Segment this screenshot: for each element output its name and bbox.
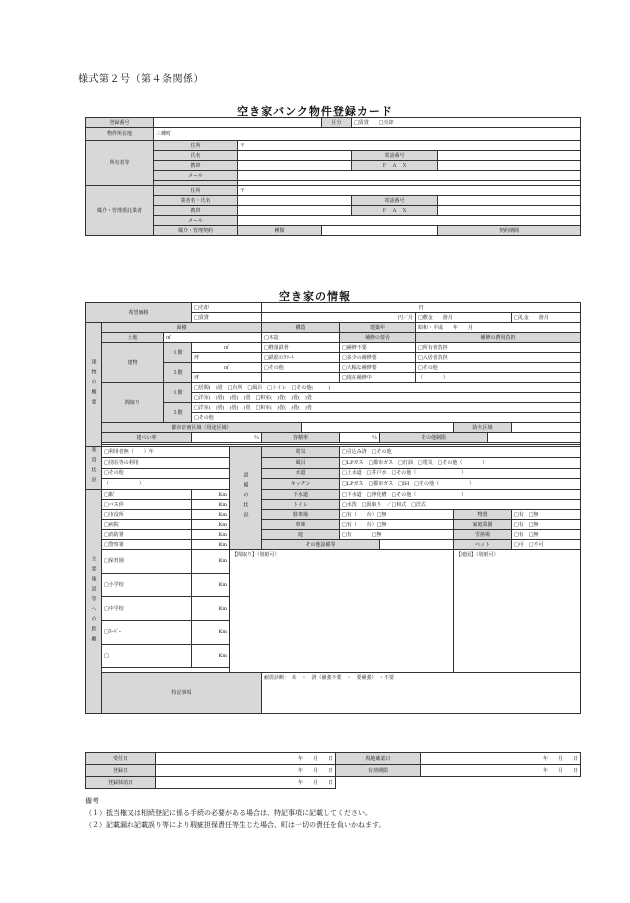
deposit-field[interactable]: □敷金 箇月 bbox=[416, 313, 512, 323]
contract-label: 媒介・管理契約 bbox=[154, 226, 238, 236]
layout-floor1-row2[interactable]: □洋室( )畳( )畳( )畳 □和室( )畳( )畳( )畳 bbox=[192, 393, 581, 403]
repair-none-checkbox[interactable]: □補修不要 bbox=[340, 343, 416, 353]
owner-mobile-field[interactable] bbox=[238, 161, 352, 171]
deleted-date-field[interactable]: 年 月 日 bbox=[156, 777, 336, 789]
wood-checkbox[interactable]: □木造 bbox=[262, 333, 340, 343]
layout-floor2-row2[interactable]: □その他 bbox=[192, 413, 581, 423]
house-info-title: 空き家の情報 bbox=[279, 290, 351, 303]
agent-addr-field[interactable]: 〒 bbox=[238, 186, 581, 196]
sewer-field[interactable]: □下水道 □浄化槽 □その他（ ） bbox=[340, 490, 581, 500]
agent-tel-label: 電話番号 bbox=[352, 196, 438, 206]
structure-label: 構造 bbox=[262, 323, 340, 333]
deleted-date-label: 登録抹消日 bbox=[86, 777, 156, 789]
dist-hospital[interactable]: □病院 bbox=[102, 520, 192, 530]
other-limit-field[interactable] bbox=[488, 433, 581, 443]
dist-station[interactable]: □駅 bbox=[102, 490, 192, 500]
structure-other-checkbox[interactable]: □その他 bbox=[262, 363, 340, 373]
chintai-checkbox[interactable]: □賃貸 bbox=[354, 119, 369, 126]
cost-other-checkbox[interactable]: □その他 bbox=[416, 363, 581, 373]
kitchen-label: キッチン bbox=[262, 479, 340, 490]
valid-until-label: 有効期限 bbox=[336, 765, 421, 777]
layout-floor2-label: ２階 bbox=[164, 403, 192, 423]
pet-field[interactable]: □可 □不可 bbox=[512, 540, 581, 550]
km-unit: Km bbox=[192, 620, 230, 644]
form-number: 様式第２号（第４条関係） bbox=[78, 74, 204, 85]
kitchen-field[interactable]: □LPガス □都市ガス □IH □その他（ ） bbox=[340, 479, 581, 490]
usage-villa-checkbox[interactable]: □別荘等の利用 bbox=[102, 457, 230, 468]
agent-label: 媒介・管理委託業者 bbox=[86, 186, 154, 236]
price-label: 希望価格 bbox=[86, 303, 192, 323]
dist-bus[interactable]: □バス停 bbox=[102, 500, 192, 510]
registered-date-field[interactable]: 年 月 日 bbox=[156, 765, 336, 777]
contract-period-label: 契約期間 bbox=[438, 226, 581, 236]
yard-field[interactable]: □有 □無 bbox=[340, 530, 454, 540]
dist-other[interactable]: □ bbox=[102, 644, 192, 668]
floor1-sqm[interactable]: ㎡ bbox=[192, 343, 262, 353]
agent-mobile-label: 携帯 bbox=[154, 206, 238, 216]
dist-junior-high[interactable]: □中学校 bbox=[102, 597, 192, 621]
site-check-label: 現地確認日 bbox=[336, 753, 421, 765]
repair-ongoing-checkbox[interactable]: □現在補修中 bbox=[340, 373, 416, 383]
usage-label: 利用状況 bbox=[90, 447, 97, 487]
location-field[interactable]: 三種町 bbox=[154, 128, 581, 141]
cost-tenant-checkbox[interactable]: □入居者負担 bbox=[416, 353, 581, 363]
km-unit: Km bbox=[192, 490, 230, 500]
other-equip-field[interactable] bbox=[380, 540, 454, 550]
garage-field[interactable]: □有（ 台）□無 bbox=[340, 520, 454, 530]
owner-name-field[interactable] bbox=[238, 151, 352, 161]
usage-vacant-checkbox[interactable]: □利用者無（ ）年 bbox=[102, 447, 230, 458]
elec-field[interactable]: □引込み済 □その他 bbox=[340, 447, 581, 458]
far-field[interactable]: ％ bbox=[340, 433, 380, 443]
owner-mail-label: メール bbox=[154, 171, 238, 181]
price-rent-checkbox[interactable]: □賃貸 bbox=[192, 313, 262, 323]
floor2-sqm[interactable]: ㎡ bbox=[192, 363, 262, 373]
equipment-label: 設備の状況 bbox=[242, 472, 249, 522]
agent-mail-field[interactable] bbox=[238, 216, 581, 226]
remarks-label: 特記事項 bbox=[102, 673, 262, 714]
dist-city-hall[interactable]: □市役所 bbox=[102, 510, 192, 520]
house-info-table bbox=[85, 302, 581, 714]
price-sell-checkbox[interactable]: □売却 bbox=[192, 303, 262, 313]
parking-field[interactable]: □有（ 台）□無 bbox=[340, 510, 454, 520]
layout-label: 間取り bbox=[102, 383, 164, 423]
layout-drawing-area[interactable]: 【間取り】（別紙可） bbox=[230, 550, 454, 673]
floor2-label: ２階 bbox=[164, 363, 192, 383]
dist-police[interactable]: □警察署 bbox=[102, 540, 192, 550]
owner-fax-field[interactable] bbox=[438, 161, 581, 171]
dist-nursery[interactable]: □保育園 bbox=[102, 550, 192, 574]
contract-type-label: 種類 bbox=[238, 226, 322, 236]
overview-label: 建物の概要 bbox=[90, 358, 97, 409]
garage-label: 車庫 bbox=[262, 520, 340, 530]
registered-date-label: 登録日 bbox=[86, 765, 156, 777]
agent-name-label: 業者名・氏名 bbox=[154, 196, 238, 206]
building-label: 建物 bbox=[102, 343, 164, 383]
bath-field[interactable]: □LPガス □都市ガス □灯油 □電気 □その他（ ） bbox=[340, 457, 581, 468]
rc-checkbox[interactable]: □鉄筋ｺﾝｸﾘｰﾄ bbox=[262, 353, 340, 363]
km-unit: Km bbox=[192, 510, 230, 520]
snow-dump-label: 雪捨場 bbox=[454, 530, 512, 540]
agent-addr-label: 住所 bbox=[154, 186, 238, 196]
light-steel-checkbox[interactable]: □軽量鉄骨 bbox=[262, 343, 340, 353]
layout-floor1-label: １階 bbox=[164, 383, 192, 403]
owner-tel-field[interactable] bbox=[438, 151, 581, 161]
baibai-checkbox[interactable]: □売却 bbox=[378, 119, 394, 126]
agent-fax-label: Ｆ Ａ Ｘ bbox=[352, 206, 438, 216]
zoning-field[interactable] bbox=[302, 423, 454, 433]
price-rent-field[interactable]: 円／月 bbox=[262, 313, 416, 323]
agent-mobile-field[interactable] bbox=[238, 206, 352, 216]
usage-other-field[interactable]: （ ） bbox=[102, 479, 230, 490]
remarks-field[interactable]: 耐震診断： 未 ・ 済（補強不要 ・ 要補強） ・不要 bbox=[262, 673, 581, 714]
water-label: 水道 bbox=[262, 468, 340, 479]
map-area[interactable]: 【地図】（別紙可） bbox=[454, 550, 581, 673]
usage-other-checkbox[interactable]: □その他 bbox=[102, 468, 230, 479]
registration-card-title: 空き家バンク物件登録カード bbox=[237, 105, 393, 118]
km-unit: Km bbox=[192, 530, 230, 540]
repair-minor-checkbox[interactable]: □多少の補修要 bbox=[340, 353, 416, 363]
owner-name-label: 氏名 bbox=[154, 151, 238, 161]
zoning-label: 都市計画区域（用途区域） bbox=[102, 423, 302, 433]
fire-zone-label: 防火区域 bbox=[454, 423, 512, 433]
owner-mobile-label: 携帯 bbox=[154, 161, 238, 171]
agent-mail-label: メール bbox=[154, 216, 238, 226]
bath-label: 風呂 bbox=[262, 457, 340, 468]
km-unit: Km bbox=[192, 540, 230, 550]
key-money-field[interactable]: □礼金 箇月 bbox=[512, 313, 581, 323]
land-label: 土地 bbox=[102, 333, 164, 343]
land-area-field[interactable]: ㎡ bbox=[164, 333, 262, 343]
received-date-label: 受付日 bbox=[86, 753, 156, 765]
garden-plot-label: 家庭菜園 bbox=[454, 520, 512, 530]
yard-label: 庭 bbox=[262, 530, 340, 540]
repair-cost-label: 補修の費用負担 bbox=[416, 333, 581, 343]
received-date-field[interactable]: 年 月 日 bbox=[156, 753, 336, 765]
distance-label: 主要施設等への距離 bbox=[90, 555, 97, 646]
agent-tel-field[interactable] bbox=[438, 196, 581, 206]
dist-supermarket[interactable]: □ｽｰﾊﾟｰ bbox=[102, 620, 192, 644]
price-sell-field[interactable]: 円 bbox=[262, 303, 581, 313]
cost-other-field[interactable]: （ ） bbox=[416, 373, 581, 383]
agent-fax-field[interactable] bbox=[438, 206, 581, 216]
water-field[interactable]: □上水道 □井戸水 □その他（ ） bbox=[340, 468, 581, 479]
reg-no-field[interactable] bbox=[154, 118, 322, 128]
km-unit: Km bbox=[192, 500, 230, 510]
floor1-label: １階 bbox=[164, 343, 192, 363]
owner-mail-field[interactable] bbox=[238, 171, 581, 181]
storage-label: 物置 bbox=[454, 510, 512, 520]
valid-until-field[interactable]: 年 月 日 bbox=[421, 765, 581, 777]
built-label: 建築年 bbox=[340, 323, 416, 333]
bcr-field[interactable]: ％ bbox=[192, 433, 262, 443]
dist-fire-station[interactable]: □消防署 bbox=[102, 530, 192, 540]
km-unit: Km bbox=[192, 550, 230, 574]
pet-label: ペット bbox=[454, 540, 512, 550]
notes-heading: 備考 bbox=[85, 797, 99, 805]
repair-need-label: 補修の要否 bbox=[340, 333, 416, 343]
layout-floor2-row1[interactable]: □洋室( )畳( )畳( )畳 □和室( )畳( )畳( )畳 bbox=[192, 403, 581, 413]
owner-addr-field[interactable]: 〒 bbox=[238, 141, 581, 151]
far-label: 容積率 bbox=[262, 433, 340, 443]
note-2: （２）記載漏れ記載誤り等により瑕疵担保責任等生じた場合、町は一切の責任を負いかねます。 bbox=[85, 821, 386, 829]
owner-label: 所有者等 bbox=[86, 141, 154, 186]
owner-tel-label: 電話番号 bbox=[352, 151, 438, 161]
owner-addr-label: 住所 bbox=[154, 141, 238, 151]
kubun-label: 区分 bbox=[322, 118, 352, 128]
site-check-field[interactable]: 年 月 日 bbox=[421, 753, 581, 765]
reg-no-label: 登録番号 bbox=[86, 118, 154, 128]
toilet-field[interactable]: □水洗 □汲取り ／□和式 □洋式 bbox=[340, 500, 581, 510]
cost-owner-checkbox[interactable]: □所有者負担 bbox=[416, 343, 581, 353]
elec-label: 電気 bbox=[262, 447, 340, 458]
area-label: 面積 bbox=[102, 323, 262, 333]
other-limit-label: その他制限 bbox=[380, 433, 488, 443]
storage-field[interactable]: □有 □無 bbox=[512, 510, 581, 520]
floor2-tsubo[interactable]: 坪 bbox=[192, 373, 262, 383]
dates-table bbox=[85, 752, 581, 789]
km-unit: Km bbox=[192, 644, 230, 668]
agent-name-field[interactable] bbox=[238, 196, 352, 206]
sewer-label: 下水道 bbox=[262, 490, 340, 500]
location-label: 物件所在地 bbox=[86, 128, 154, 141]
snow-dump-field[interactable]: □有 □無 bbox=[512, 530, 581, 540]
garden-plot-field[interactable]: □有 □無 bbox=[512, 520, 581, 530]
other-equip-label: その他設備等 bbox=[262, 540, 380, 550]
layout-floor1-row1[interactable]: □居間( )畳 □台所 □風呂 □トイレ □その他( ) bbox=[192, 383, 581, 393]
owner-fax-label: Ｆ Ａ Ｘ bbox=[352, 161, 438, 171]
built-field[interactable]: 昭和・平成 年 月 bbox=[416, 323, 581, 333]
km-unit: Km bbox=[192, 597, 230, 621]
bcr-label: 建ぺい率 bbox=[102, 433, 192, 443]
floor1-tsubo[interactable]: 坪 bbox=[192, 353, 262, 363]
dist-elementary[interactable]: □小学校 bbox=[102, 573, 192, 597]
km-unit: Km bbox=[192, 520, 230, 530]
fire-zone-field[interactable] bbox=[512, 423, 581, 433]
km-unit: Km bbox=[192, 573, 230, 597]
registration-table bbox=[85, 117, 581, 236]
contract-type-field[interactable] bbox=[322, 226, 438, 236]
parking-label: 駐車場 bbox=[262, 510, 340, 520]
toilet-label: トイレ bbox=[262, 500, 340, 510]
notes bbox=[85, 795, 385, 831]
repair-major-checkbox[interactable]: □大幅な補修要 bbox=[340, 363, 416, 373]
note-1: （１）抵当権又は相続登記に係る手続の必要がある場合は、特記事項に記載してください。 bbox=[85, 809, 372, 817]
